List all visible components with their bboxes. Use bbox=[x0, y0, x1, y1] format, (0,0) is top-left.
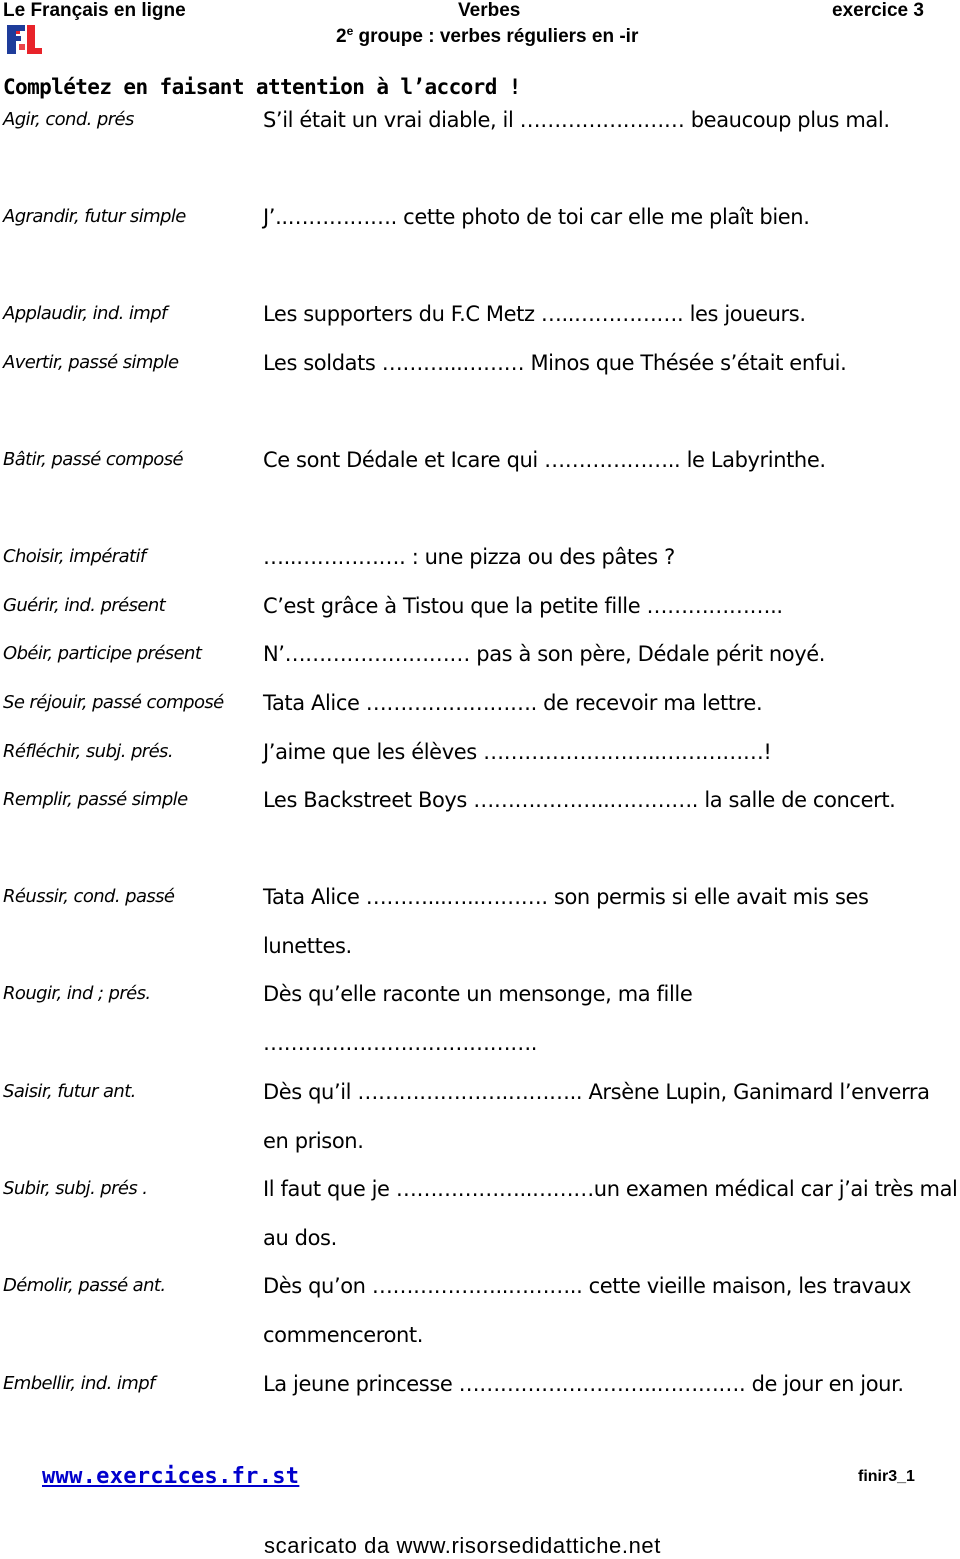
exercise-sentence: S’il était un vrai diable, il …………………… beaucoup plus mal. bbox=[263, 108, 890, 132]
exercise-sentence: Tata Alice ……………………. de recevoir ma lettre. bbox=[263, 691, 763, 715]
verb-label: Remplir, passé simple bbox=[3, 789, 188, 810]
verb-label: Avertir, passé simple bbox=[3, 352, 179, 373]
exercise-sentence: Il faut que je ………………..………un examen médical car j’ai très mal au dos. bbox=[263, 1177, 958, 1250]
exercise-sentence: C’est grâce à Tistou que la petite fille ……………….. bbox=[263, 594, 783, 618]
exercise-sentence: Dès qu’il ………………….……….. Arsène Lupin, Ganimard l’enverra en prison. bbox=[263, 1080, 930, 1153]
exercise-sentence: Les soldats ………...……… Minos que Thésée s’était enfui. bbox=[263, 351, 847, 375]
verb-label: Se réjouir, passé composé bbox=[3, 692, 224, 713]
site-title: Le Français en ligne bbox=[3, 0, 186, 21]
verb-label: Agir, cond. prés bbox=[3, 109, 134, 130]
verb-label: Démolir, passé ant. bbox=[3, 1275, 166, 1296]
group-text: groupe : verbes réguliers en -ir bbox=[353, 26, 639, 47]
exercise-code: finir3_1 bbox=[858, 1468, 915, 1485]
verb-label: Bâtir, passé composé bbox=[3, 449, 183, 470]
exercise-sentence: N’……………………… pas à son père, Dédale périt noyé. bbox=[263, 642, 826, 666]
exercise-sentence: …..……………. : une pizza ou des pâtes ? bbox=[263, 545, 675, 569]
topic-title: Verbes bbox=[458, 0, 521, 21]
verb-label: Rougir, ind ; prés. bbox=[3, 983, 151, 1004]
group-sup: e bbox=[346, 24, 354, 38]
exercise-sentence: Tata Alice ………...…..………. son permis si elle avait mis ses lunettes. bbox=[263, 885, 869, 958]
exercise-sentence: Dès qu’elle raconte un mensonge, ma fille …………………………………. bbox=[263, 982, 693, 1055]
group-number: 2 bbox=[336, 26, 347, 47]
exercise-sentence: Ce sont Dédale et Icare qui ……………….. le Labyrinthe. bbox=[263, 448, 826, 472]
exercise-sentence: La jeune princesse ………………………..…………. de jour en jour. bbox=[263, 1372, 904, 1396]
verb-label: Applaudir, ind. impf bbox=[3, 303, 167, 324]
exercise-sentence: Dès qu’on ………………..……….. cette vieille maison, les travaux commenceront. bbox=[263, 1274, 911, 1347]
footer-link[interactable]: www.exercices.fr.st bbox=[42, 1464, 300, 1489]
verb-label: Choisir, impératif bbox=[3, 546, 146, 567]
verb-label: Agrandir, futur simple bbox=[3, 206, 186, 227]
exercise-number: exercice 3 bbox=[832, 0, 924, 21]
verb-label: Réfléchir, subj. prés. bbox=[3, 741, 173, 762]
verb-label: Guérir, ind. présent bbox=[3, 595, 166, 616]
exercise-sentence: Les supporters du F.C Metz …..……………. les joueurs. bbox=[263, 302, 806, 326]
fl-logo-icon bbox=[5, 22, 43, 61]
exercise-sentence: J’..……………. cette photo de toi car elle me plaît bien. bbox=[263, 205, 810, 229]
source-credit: scaricato da www.risorsedidattiche.net bbox=[264, 1533, 661, 1558]
exercise-sentence: J’aime que les élèves ……………………..……………! bbox=[263, 740, 772, 764]
verb-label: Obéir, participe présent bbox=[3, 643, 202, 664]
verb-label: Subir, subj. prés . bbox=[3, 1178, 148, 1199]
verb-label: Saisir, futur ant. bbox=[3, 1081, 136, 1102]
group-subtitle bbox=[336, 20, 638, 48]
verb-label: Embellir, ind. impf bbox=[3, 1373, 155, 1394]
verb-label: Réussir, cond. passé bbox=[3, 886, 175, 907]
exercise-sentence: Les Backstreet Boys ………………..…………. la salle de concert. bbox=[263, 788, 896, 812]
instruction: Complétez en faisant attention à l’accord ! bbox=[3, 75, 521, 99]
